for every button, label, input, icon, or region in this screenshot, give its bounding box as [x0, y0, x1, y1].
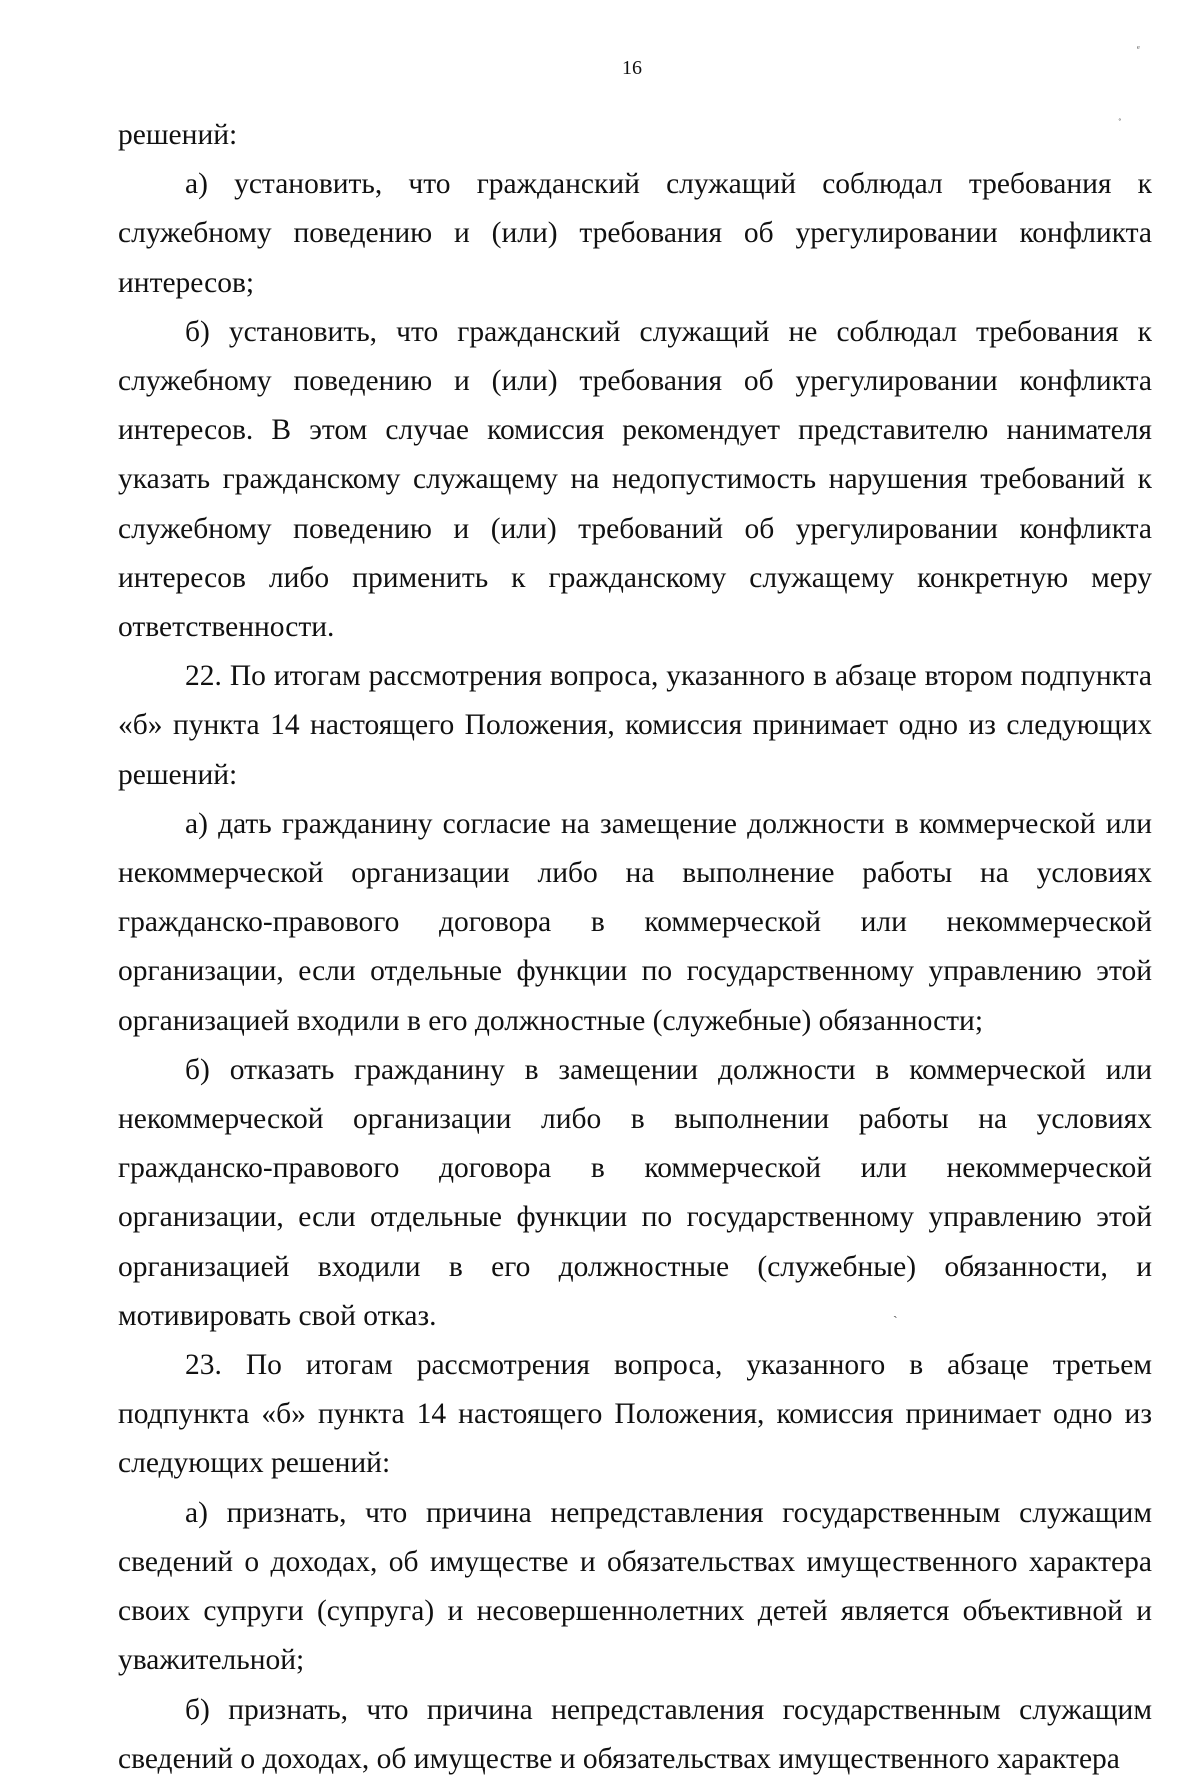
- page-number: 16: [622, 57, 642, 79]
- paragraph-clause-22: 22. По итогам рассмотрения вопроса, указанного в абзаце втором подпункта «б» пункта 14 настоящего Положения, комиссия принимает одно из следующих решений:: [118, 660, 1152, 791]
- scan-artifact-mark: ˎ: [893, 1304, 898, 1319]
- scan-artifact-mark: ˚: [1118, 117, 1122, 129]
- paragraph-item-b: б) отказать гражданину в замещении должности в коммерческой или некоммерческой организации либо в выполнении работы на условиях гражданско-правового договора в коммерческой или некоммерческой организации, если отдельные функции по государственному управлению этой организацией входили в его должностные (служебные) обязанности, и мотивировать свой отказ.: [118, 1053, 1152, 1332]
- paragraph-item-a: а) дать гражданину согласие на замещение должности в коммерческой или некоммерческой организации либо на выполнение работы на условиях гражданско-правового договора в коммерческой или некоммерческой организации, если отдельные функции по государственному управлению этой организацией входили в его должностные (служебные) обязанности;: [118, 807, 1152, 1037]
- paragraph-item-a: а) установить, что гражданский служащий соблюдал требования к служебному поведению и (или) требования об урегулировании конфликта интересов;: [118, 168, 1152, 299]
- paragraph-item-a: а) признать, что причина непредставления государственным служащим сведений о доходах, об имуществе и обязательствах имущественного характера своих супруги (супруга) и несовершеннолетних детей является объективной и уважительной;: [118, 1496, 1152, 1677]
- paragraph-item-b: б) установить, что гражданский служащий не соблюдал требования к служебному поведению и (или) требования об урегулировании конфликта интересов. В этом случае комиссия рекомендует представителю нанимателя указать гражданскому служащему на недопустимость нарушения требований к служебному поведению и (или) требований об урегулировании конфликта интересов либо применить к гражданскому служащему конкретную меру ответственности.: [118, 315, 1152, 644]
- document-body: [118, 111, 1152, 1784]
- scan-artifact-mark: ᵉ: [1137, 43, 1140, 55]
- paragraph-item-b: б) признать, что причина непредставления государственным служащим сведений о доходах, об имуществе и обязательствах имущественного характера: [118, 1693, 1152, 1775]
- paragraph-clause-23: 23. По итогам рассмотрения вопроса, указанного в абзаце третьем подпункта «б» пункта 14 настоящего Положения, комиссия принимает одно из следующих решений:: [118, 1349, 1152, 1480]
- paragraph-continuation: решений:: [118, 119, 238, 151]
